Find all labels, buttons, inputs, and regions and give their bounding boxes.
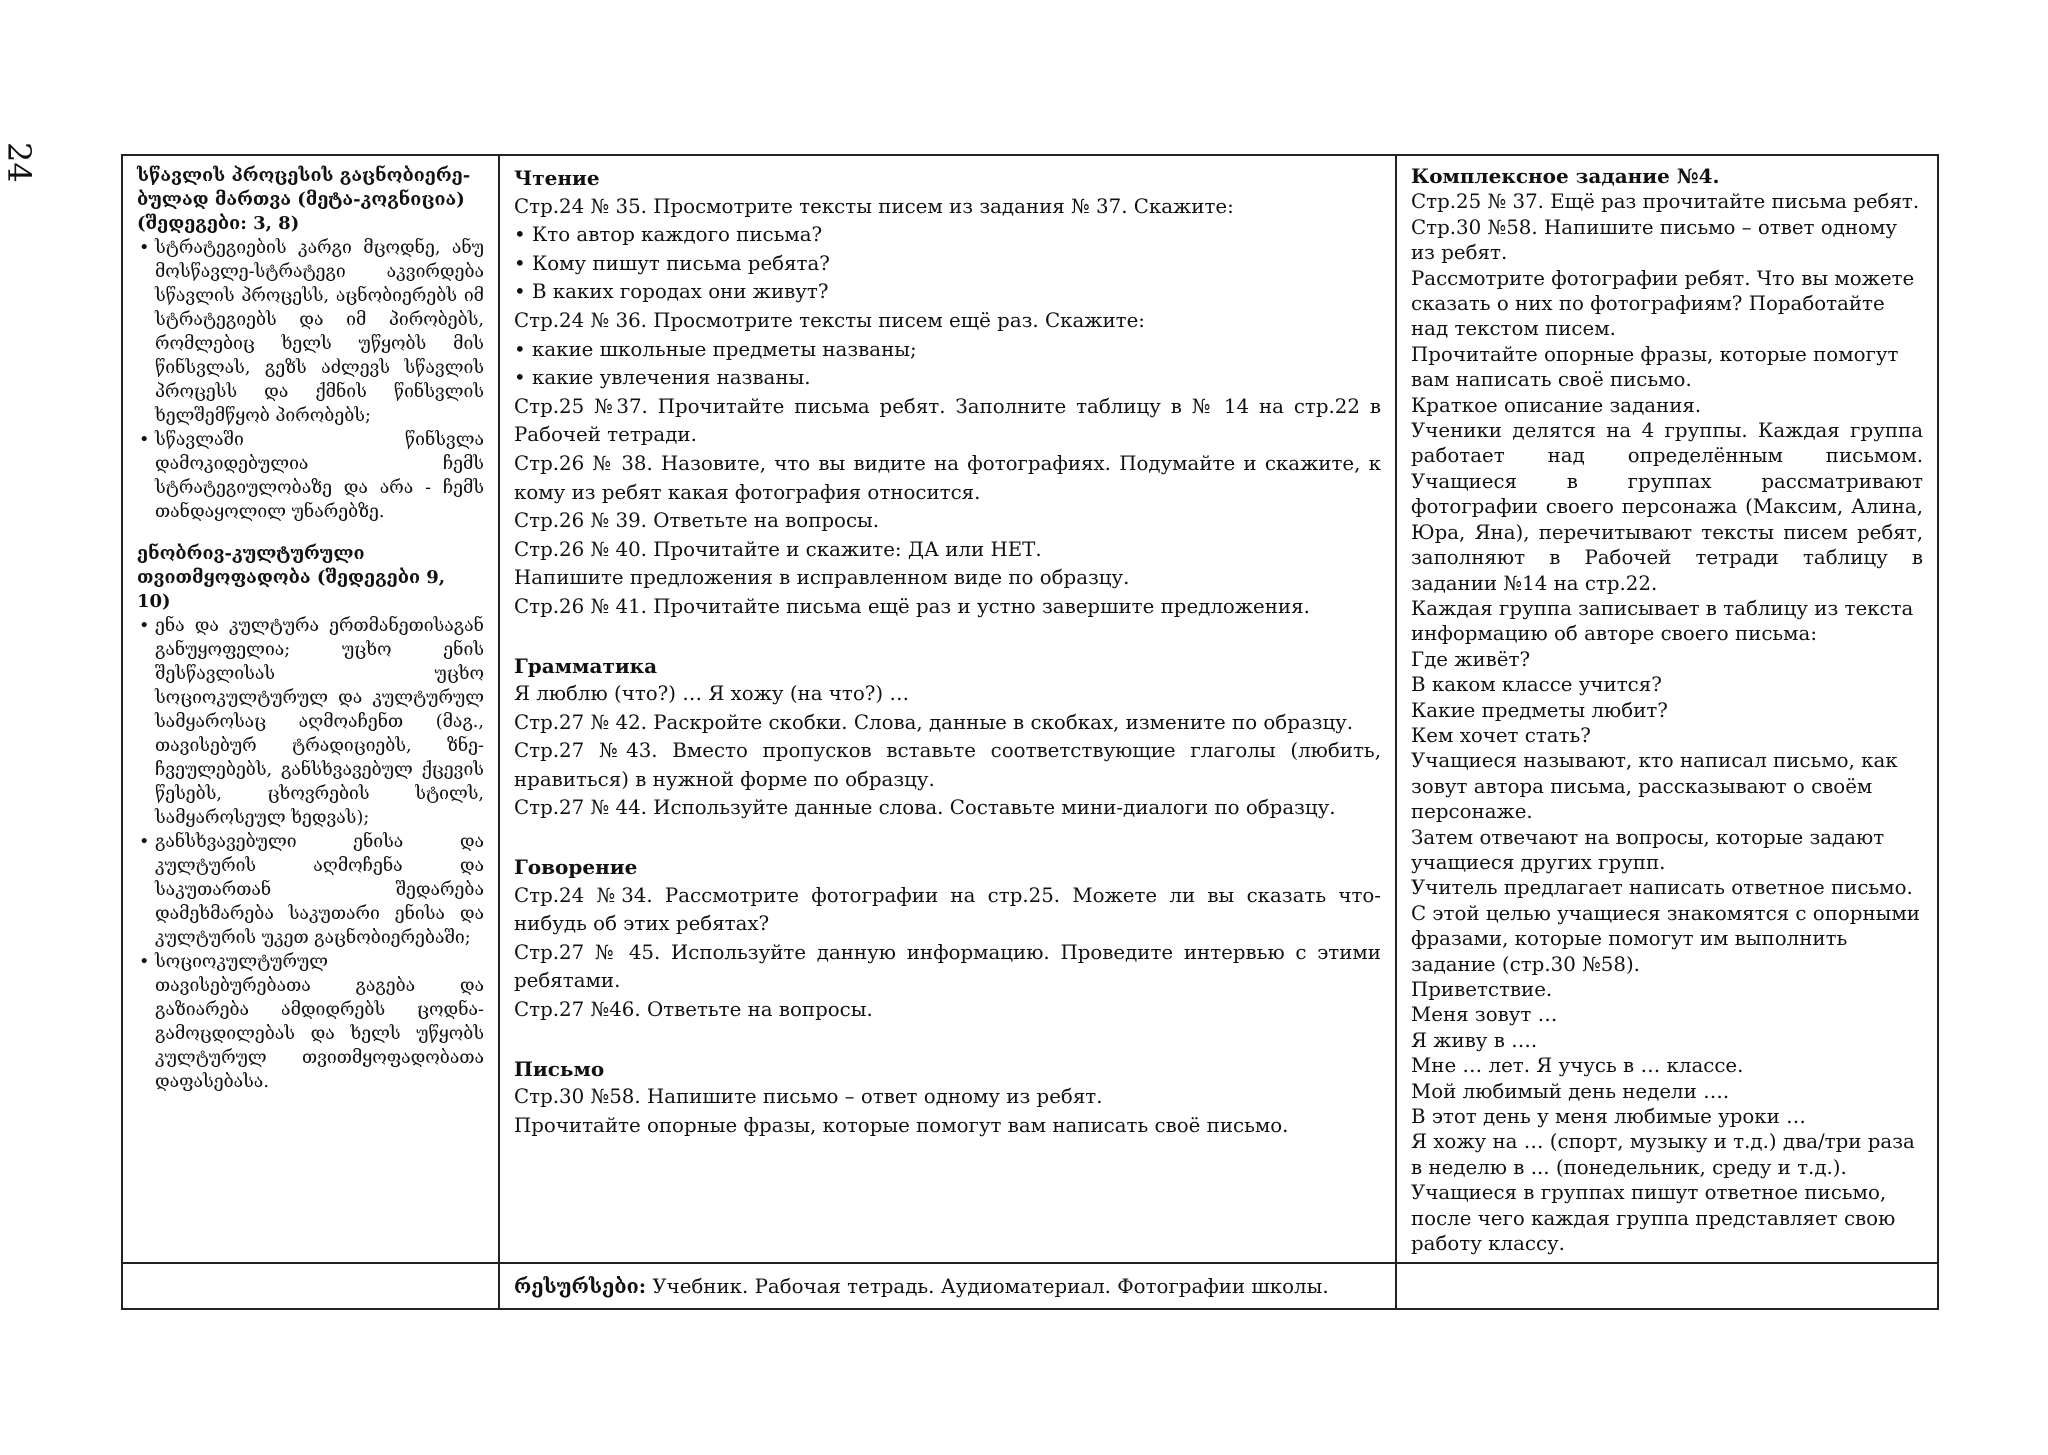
text-line: Где живёт? [1411, 647, 1531, 671]
list-item: • სოციოკულტურულ თავისებურებათა გაგება და გაზიარება ამდიდრებს ცოდნა-გამოცდილებას და ხელს უწყობს კულტურულ თვითმყოფადობათა დაფასებასა. [155, 950, 484, 1094]
text-line: Затем отвечают на вопросы, которые задают учащиеся других групп. [1411, 825, 1885, 874]
writing-heading: Письмо [514, 1056, 605, 1081]
text-line: В каком классе учится? [1411, 673, 1662, 697]
text-line: Учащиеся называют, кто написал письмо, как зовут автора письма, рассказывают о своём персонаже. [1411, 749, 1898, 824]
list-item: • ენა და კულტურა ერთმანეთისაგან განუყოფელია; უცხო ენის შესწავლისას უცხო სოციოკულტურულ და კულტურულ სამყაროსაც აღმოაჩენთ (მაგ., თავისებურ ტრადიციებს, ზნე-ჩვეულებებს, განსხვავებულ ქცევის წესებს, ცხოვრების სტილს, სამყაროსეულ ხედვას); [155, 614, 484, 830]
page-number: 24 [0, 142, 38, 183]
text-line: Стр.27 №43. Вместо пропусков вставьте соответствующие глаголы (любить, нравиться) в нужной форме по образцу. [514, 739, 1381, 791]
text-line: Стр.24 № 35. Просмотрите тексты писем из задания № 37. Скажите: [514, 194, 1234, 218]
text-line: Стр.27 № 45. Используйте данную информацию. Проведите интервью с этими ребятами. [514, 940, 1381, 993]
reading-heading: Чтение [514, 166, 600, 190]
text-line: Стр.27 № 44. Используйте данные слова. Составьте мини-диалоги по образцу. [514, 796, 1336, 820]
text-line: Я хожу на … (спорт, музыку и т.д.) два/три раза в неделю в ... (понедельник, среду и т.д.). [1411, 1130, 1915, 1179]
text-line: Каждая группа записывает в таблицу из текста информацию об авторе своего письма: [1411, 596, 1914, 646]
text-line: • Кто автор каждого письма? [514, 223, 823, 247]
text-line: Краткое описание задания. [1411, 393, 1702, 417]
text-line: Приветствие. [1411, 978, 1553, 1001]
metacognition-heading: სწავლის პროცესის გაცნობიერე-ბულად მართვა (მეტა-კოგნიცია) (შედეგები: 3, 8) [137, 165, 471, 234]
text-line: Стр.27 № 42. Раскройте скобки. Слова, данные в скобках, измените по образцу. [514, 710, 1354, 734]
text-line: В этот день у меня любимые уроки … [1411, 1105, 1806, 1129]
complex-task-heading: Комплексное задание №4. [1411, 164, 1720, 188]
text-line: Прочитайте опорные фразы, которые помогут вам написать своё письмо. [514, 1113, 1289, 1137]
cultural-identity-list [137, 614, 484, 1094]
text-line: Стр.24 № 36. Просмотрите тексты писем ещё раз. Скажите: [514, 308, 1145, 332]
text-line: Учитель предлагает написать ответное письмо. [1411, 876, 1913, 900]
activities-column [499, 155, 1396, 1263]
resources-row [122, 1263, 1938, 1309]
grammar-heading: Грамматика [514, 653, 658, 678]
text-line: Я живу в …. [1411, 1028, 1538, 1052]
text-line: С этой целью учащиеся знакомятся с опорными фразами, которые помогут им выполнить задание (стр.30 №58). [1411, 901, 1920, 976]
list-item: • სწავლაში წინსვლა დამოკიდებულია ჩემს სტრატეგიულობაზე და არა - ჩემს თანდაყოლილ უნარებზე. [155, 428, 484, 524]
text-line: Прочитайте опорные фразы, которые помогут вам написать своё письмо. [1411, 342, 1899, 392]
text-line: • В каких городах они живут? [514, 280, 829, 304]
text-line: Кем хочет стать? [1411, 723, 1591, 747]
speaking-heading: Говорение [514, 855, 638, 880]
text-line: Стр.26 № 38. Назовите, что вы видите на фотографиях. Подумайте и скажите, к кому из ребят какая фотография относится. [514, 451, 1381, 504]
text-line: • Кому пишут письма ребята? [514, 251, 830, 275]
text-line: Я люблю (что?) … Я хожу (на что?) … [514, 682, 910, 706]
text-line: Рассмотрите фотографии ребят. Что вы можете сказать о них по фотографиям? Поработайте над текстом писем. [1411, 266, 1915, 341]
text-line: • какие школьные предметы названы; [514, 337, 917, 361]
text-line: Стр.25 №37. Прочитайте письма ребят. Заполните таблицу в № 14 на стр.22 в Рабочей тетради. [514, 394, 1381, 447]
main-row [122, 155, 1938, 1263]
text-line: Ученики делятся на 4 группы. Каждая группа работает над определённым письмом. Учащиеся в группах рассматривают фотографии своего персонажа (Максим, Алина, Юра, Яна), перечитывают тексты писем ребят, заполняют в Рабочей тетради таблицу в задании №14 на стр.22. [1411, 419, 1923, 595]
cultural-identity-heading: ენობრივ-კულტურული თვითმყოფადობა (შედეგები 9, 10) [137, 543, 446, 612]
metacognition-list [137, 236, 484, 524]
text-line: Учащиеся в группах пишут ответное письмо, после чего каждая группа представляет свою работу классу. [1411, 1181, 1896, 1256]
text-line: Стр.30 №58. Напишите письмо – ответ одному из ребят. [514, 1085, 1103, 1109]
text-line: Стр.27 №46. Ответьте на вопросы. [514, 998, 873, 1022]
text-line: Стр.24 №34. Рассмотрите фотографии на стр.25. Можете ли вы сказать что-нибудь об этих ребятах? [514, 883, 1381, 936]
text-line: • какие увлечения названы. [514, 366, 811, 390]
text-line: Мой любимый день недели …. [1411, 1079, 1730, 1103]
text-line: Мне … лет. Я учусь в … классе. [1411, 1054, 1744, 1078]
empty-cell [122, 1263, 499, 1309]
list-item: • სტრატეგიების კარგი მცოდნე, ანუ მოსწავლე-სტრატეგი აკვირდება სწავლის პროცესს, აცნობიერებს იმ სტრატეგიებს და იმ პირობებს, რომლებიც ხელს უწყობს მის წინსვლას, გეზს აძლევს სწავლის პროცესს და ქმნის წინსვლის ხელშემწყობ პირობებს; [155, 236, 484, 428]
resources-text: Учебник. Рабочая тетрадь. Аудиоматериал. Фотографии школы. [646, 1275, 1329, 1299]
text-line: Напишите предложения в исправленном виде по образцу. [514, 566, 1130, 590]
resources-label: რესურსები: [514, 1274, 647, 1299]
text-line: Стр.26 № 41. Прочитайте письма ещё раз и устно завершите предложения. [514, 594, 1310, 618]
text-line: Какие предметы любит? [1411, 698, 1668, 722]
text-line: Стр.30 №58. Напишите письмо – ответ одному из ребят. [1411, 215, 1897, 265]
text-line: Стр.26 № 39. Ответьте на вопросы. [514, 509, 880, 533]
complex-task-column [1396, 155, 1938, 1263]
text-line: Стр.26 № 40. Прочитайте и скажите: ДА или НЕТ. [514, 537, 1042, 561]
empty-cell [1396, 1263, 1938, 1309]
list-item: • განსხვავებული ენისა და კულტურის აღმოჩენა და საკუთართან შედარება დამეხმარება საკუთარი ენისა და კულტურის უკეთ გაცნობიერებაში; [155, 830, 484, 950]
resources-cell [499, 1263, 1396, 1309]
text-line: Стр.25 № 37. Ещё раз прочитайте письма ребят. [1411, 190, 1920, 214]
lesson-plan-table [121, 154, 1939, 1310]
text-line: Меня зовут … [1411, 1003, 1558, 1027]
competencies-column [122, 155, 499, 1263]
